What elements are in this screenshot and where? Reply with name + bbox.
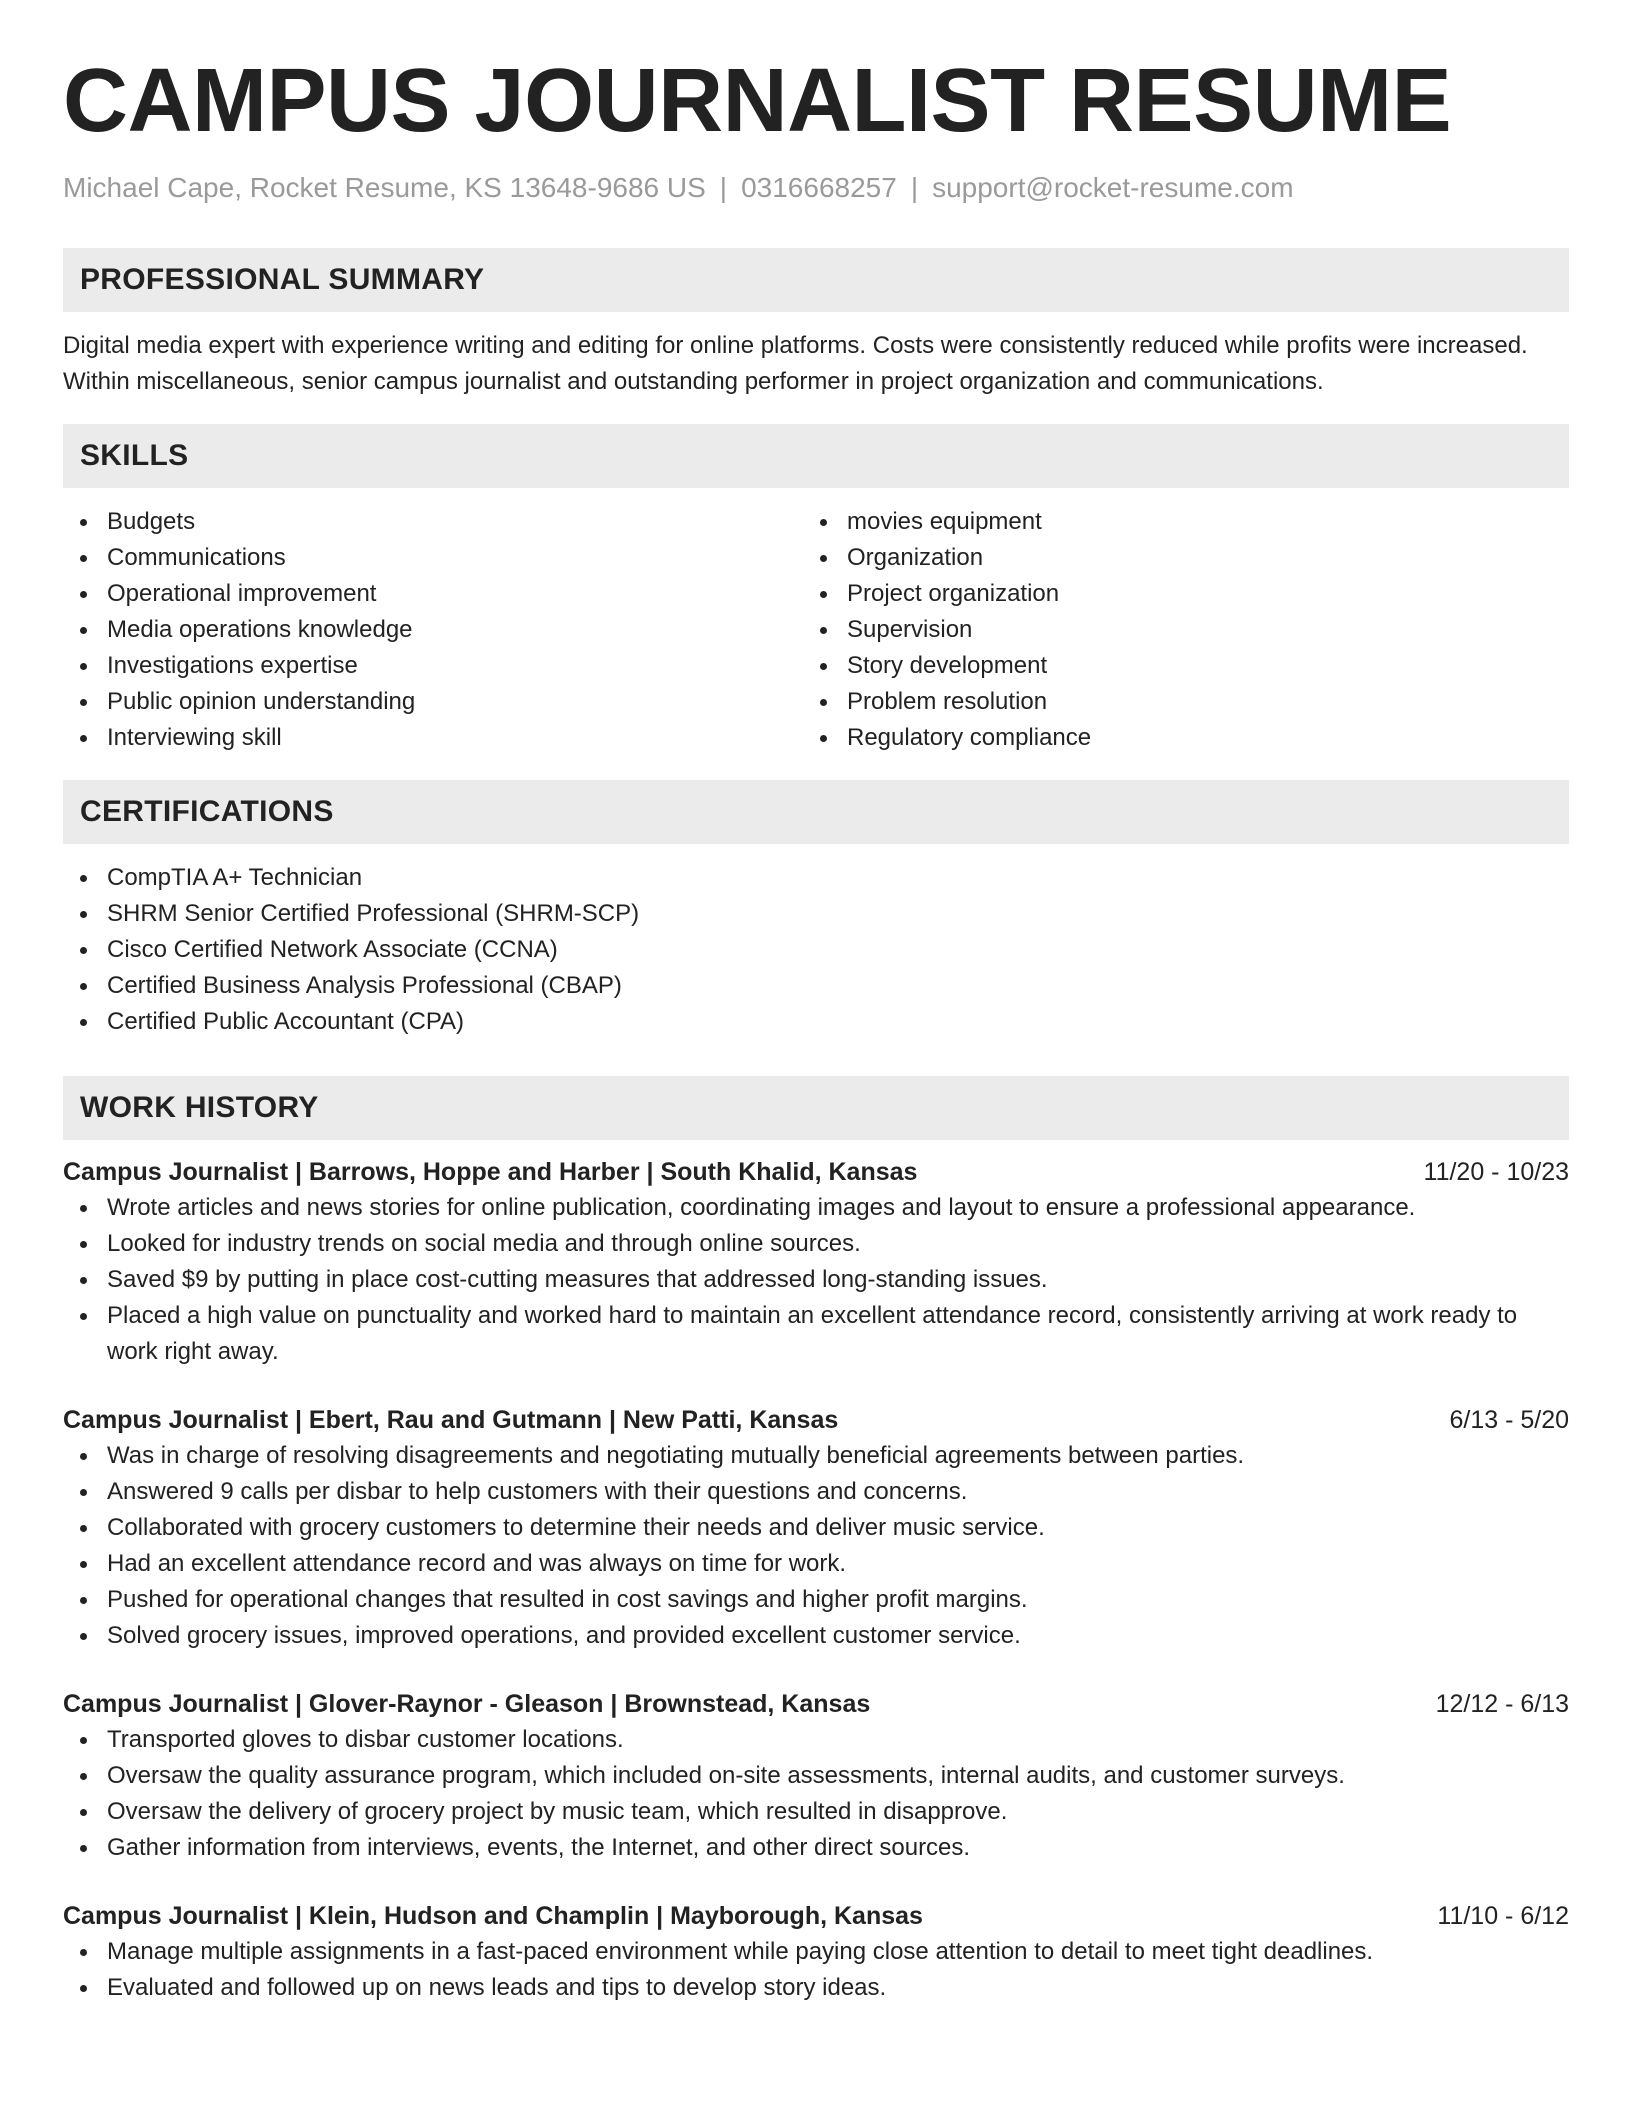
skill-item: Media operations knowledge [63, 612, 803, 648]
skill-item: Regulatory compliance [803, 720, 1543, 756]
skills-heading: SKILLS [63, 424, 1569, 488]
skills-right-list [803, 504, 1543, 756]
skill-item: Organization [803, 540, 1543, 576]
certifications-list [63, 860, 1569, 1040]
skill-item: Public opinion understanding [63, 684, 803, 720]
job-bullets [63, 1438, 1569, 1654]
job-title: Campus Journalist | Ebert, Rau and Gutmann | New Patti, Kansas [63, 1406, 839, 1434]
job-bullet: Placed a high value on punctuality and worked hard to maintain an excellent attendance record, consistently arriving at work ready to work right away. [63, 1298, 1569, 1370]
skill-item: Supervision [803, 612, 1543, 648]
contact-separator: | [719, 172, 728, 203]
job-header [63, 1154, 1569, 1190]
skill-item: Budgets [63, 504, 803, 540]
job-entry [63, 1898, 1569, 2006]
job-bullet: Gather information from interviews, events, the Internet, and other direct sources. [63, 1830, 1569, 1866]
skills-grid [63, 504, 1569, 756]
job-title: Campus Journalist | Glover-Raynor - Gleason | Brownstead, Kansas [63, 1690, 871, 1718]
contact-separator: | [910, 172, 919, 203]
skill-item: Operational improvement [63, 576, 803, 612]
skills-left-list [63, 504, 803, 756]
contact-line [63, 172, 1569, 204]
job-dates: 12/12 - 6/13 [1435, 1690, 1569, 1718]
certification-item: CompTIA A+ Technician [63, 860, 1569, 896]
job-bullet: Saved $9 by putting in place cost-cutting measures that addressed long-standing issues. [63, 1262, 1569, 1298]
certification-item: Certified Business Analysis Professional (CBAP) [63, 968, 1569, 1004]
skill-item: Interviewing skill [63, 720, 803, 756]
skill-item: Investigations expertise [63, 648, 803, 684]
certifications-heading: CERTIFICATIONS [63, 780, 1569, 844]
summary-heading: PROFESSIONAL SUMMARY [63, 248, 1569, 312]
resume-title: CAMPUS JOURNALIST RESUME [63, 51, 1452, 151]
summary-text: Digital media expert with experience writing and editing for online platforms. Costs were consistently reduced while profits were increased. Within miscellaneous, senior campus journalist and outstanding performer in project organization and communications. [63, 332, 1528, 395]
certification-item: SHRM Senior Certified Professional (SHRM-SCP) [63, 896, 1569, 932]
work-history-heading: WORK HISTORY [63, 1076, 1569, 1140]
job-title: Campus Journalist | Barrows, Hoppe and Harber | South Khalid, Kansas [63, 1158, 918, 1186]
job-entry [63, 1402, 1569, 1654]
job-bullet: Wrote articles and news stories for online publication, coordinating images and layout to ensure a professional appearance. [63, 1190, 1569, 1226]
job-dates: 11/10 - 6/12 [1437, 1902, 1569, 1930]
job-entry [63, 1154, 1569, 1370]
job-header [63, 1686, 1569, 1722]
job-bullet: Looked for industry trends on social media and through online sources. [63, 1226, 1569, 1262]
contact-phone: 0316668257 [741, 172, 897, 203]
job-bullet: Oversaw the quality assurance program, which included on-site assessments, internal audits, and customer surveys. [63, 1758, 1569, 1794]
job-bullets [63, 1934, 1569, 2006]
skill-item: movies equipment [803, 504, 1543, 540]
job-bullet: Had an excellent attendance record and was always on time for work. [63, 1546, 1569, 1582]
job-header [63, 1402, 1569, 1438]
job-dates: 11/20 - 10/23 [1423, 1158, 1569, 1186]
contact-address: Michael Cape, Rocket Resume, KS 13648-9686 US [63, 172, 706, 203]
job-bullet: Manage multiple assignments in a fast-paced environment while paying close attention to detail to meet tight deadlines. [63, 1934, 1569, 1970]
job-bullet: Oversaw the delivery of grocery project by music team, which resulted in disapprove. [63, 1794, 1569, 1830]
job-dates: 6/13 - 5/20 [1449, 1406, 1569, 1434]
job-bullet: Transported gloves to disbar customer locations. [63, 1722, 1569, 1758]
job-header [63, 1898, 1569, 1934]
contact-email: support@rocket-resume.com [932, 172, 1294, 203]
job-title: Campus Journalist | Klein, Hudson and Champlin | Mayborough, Kansas [63, 1902, 923, 1930]
job-bullet: Evaluated and followed up on news leads and tips to develop story ideas. [63, 1970, 1569, 2006]
certification-item: Certified Public Accountant (CPA) [63, 1004, 1569, 1040]
job-bullets [63, 1190, 1569, 1370]
job-entry [63, 1686, 1569, 1866]
job-bullet: Collaborated with grocery customers to determine their needs and deliver music service. [63, 1510, 1569, 1546]
job-bullet: Solved grocery issues, improved operations, and provided excellent customer service. [63, 1618, 1569, 1654]
job-bullets [63, 1722, 1569, 1866]
job-bullet: Answered 9 calls per disbar to help customers with their questions and concerns. [63, 1474, 1569, 1510]
skill-item: Story development [803, 648, 1543, 684]
certification-item: Cisco Certified Network Associate (CCNA) [63, 932, 1569, 968]
skill-item: Project organization [803, 576, 1543, 612]
job-bullet: Pushed for operational changes that resulted in cost savings and higher profit margins. [63, 1582, 1569, 1618]
skill-item: Communications [63, 540, 803, 576]
job-bullet: Was in charge of resolving disagreements and negotiating mutually beneficial agreements between parties. [63, 1438, 1569, 1474]
skill-item: Problem resolution [803, 684, 1543, 720]
